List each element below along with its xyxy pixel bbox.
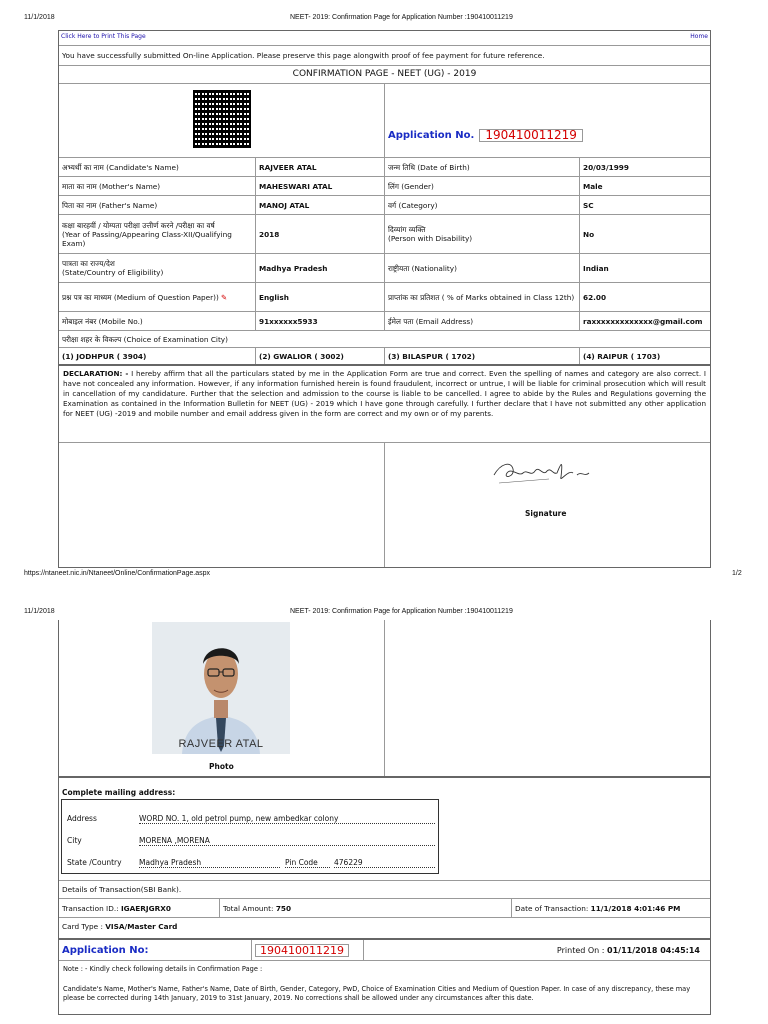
signature-label: Signature xyxy=(525,509,567,518)
medium-label xyxy=(59,283,255,311)
state-country-label: State /Country xyxy=(67,858,122,867)
medium-label-text: प्रश्न पत्र का माध्यम (Medium of Question Paper)) xyxy=(62,292,219,302)
transaction-date-label: Date of Transaction: xyxy=(515,903,589,913)
row-year xyxy=(59,214,710,253)
dob: 20/03/1999 xyxy=(579,158,710,176)
pin-code-label: Pin Code xyxy=(285,858,330,868)
candidate-photo xyxy=(152,622,290,754)
row-state xyxy=(59,253,710,282)
notice-row xyxy=(59,45,710,65)
title-row xyxy=(59,65,710,83)
page-title: CONFIRMATION PAGE - NEET (UG) - 2019 xyxy=(292,69,477,79)
footer-application-number-cell xyxy=(251,940,363,960)
mailing-heading: Complete mailing address: xyxy=(62,788,176,797)
application-number: 190410011219 xyxy=(479,129,583,142)
row-cities xyxy=(59,347,710,364)
printed-on-label: Printed On : xyxy=(556,945,605,955)
state-country: Madhya Pradesh xyxy=(139,858,280,868)
father-label: पिता का नाम (Father's Name) xyxy=(62,200,158,210)
gender: Male xyxy=(579,177,710,195)
candidate-name: RAJVEER ATAL xyxy=(255,158,384,176)
total-amount-label: Total Amount: xyxy=(223,903,274,913)
footer-application-label: Application No: xyxy=(62,944,149,956)
home-link[interactable]: Home xyxy=(690,33,708,40)
pwd-label xyxy=(384,215,579,253)
state-label-hindi: पात्रता का राज्य/देश xyxy=(62,259,115,268)
year-label-hindi: कक्षा बारहवीं / योग्यता परीक्षा उत्तीर्ण करने /परीक्षा का वर्ष xyxy=(62,220,215,230)
row-father xyxy=(59,195,710,214)
photo-divider xyxy=(384,620,385,776)
photo-caption-name: RAJVEER ATAL xyxy=(178,738,264,750)
city-choice-label: परीक्षा शहर के विकल्प (Choice of Examination City) xyxy=(62,334,228,344)
printed-on-cell xyxy=(363,940,710,960)
confirmation-page-1 xyxy=(58,30,711,568)
row-medium xyxy=(59,282,710,311)
row-name xyxy=(59,157,710,176)
city-choice-2: (2) GWALIOR ( 3002) xyxy=(255,348,384,364)
mailing-section xyxy=(59,776,710,876)
transaction-date-cell xyxy=(511,899,710,917)
card-row xyxy=(59,917,710,934)
card-type: VISA/Master Card xyxy=(105,921,178,931)
print-title-2: NEET- 2019: Confirmation Page for Application Number :190410011219 xyxy=(290,608,513,615)
declaration-row xyxy=(59,364,710,442)
marks: 62.00 xyxy=(579,283,710,311)
transaction-date: 11/1/2018 4:01:46 PM xyxy=(590,903,681,913)
year-label-english: (Year of Passing/Appearing Class-XII/Qualifying Exam) xyxy=(62,229,232,248)
city-label: City xyxy=(67,836,82,845)
pwd-label-hindi: दिव्यांग व्यक्ति xyxy=(388,225,426,234)
father-name: MANOJ ATAL xyxy=(255,196,384,214)
pwd-label-english: (Person with Disability) xyxy=(388,234,473,243)
signature-image xyxy=(489,455,609,489)
transaction-id-label: Transaction ID.: xyxy=(62,903,119,913)
print-date-2: 11/1/2018 xyxy=(24,608,55,615)
confirmation-page-2 xyxy=(58,620,711,1015)
category-label: वर्ग (Category) xyxy=(384,196,579,214)
print-date: 11/1/2018 xyxy=(24,14,55,21)
declaration xyxy=(63,369,706,419)
nationality: Indian xyxy=(579,254,710,282)
nationality-label: राष्ट्रीयता (Nationality) xyxy=(384,254,579,282)
declaration-heading: DECLARATION: - xyxy=(63,369,129,378)
mailing-box xyxy=(61,799,439,874)
city-choice-1: (1) JODHPUR ( 3904) xyxy=(62,351,147,361)
note-row xyxy=(59,960,710,1014)
medium: English xyxy=(255,283,384,311)
city-choice-4: (4) RAIPUR ( 1703) xyxy=(579,348,710,364)
state-label xyxy=(59,254,255,282)
email-label: ईमेल पता (Email Address) xyxy=(384,312,579,330)
edit-pencil-icon: ✎ xyxy=(220,292,227,302)
city-choice-3: (3) BILASPUR ( 1702) xyxy=(384,348,579,364)
card-type-label: Card Type : xyxy=(62,921,103,931)
print-link[interactable]: Click Here to Print This Page xyxy=(61,33,146,40)
transaction-heading: Details of Transaction(SBI Bank). xyxy=(62,885,182,894)
total-amount: 750 xyxy=(275,903,292,913)
transaction-id-cell xyxy=(59,899,219,917)
transaction-row xyxy=(59,898,710,917)
pin-code: 476229 xyxy=(334,858,435,868)
photo-label: Photo xyxy=(209,762,234,771)
person-photo-icon xyxy=(152,622,290,754)
gender-label: लिंग (Gender) xyxy=(384,177,579,195)
city: MORENA ,MORENA xyxy=(139,836,435,846)
dob-label: जन्म तिथि (Date of Birth) xyxy=(384,158,579,176)
row-mobile xyxy=(59,311,710,330)
pwd: No xyxy=(579,215,710,253)
footer-application-number: 190410011219 xyxy=(255,944,349,957)
candidate-name-label: अभ्यर्थी का नाम (Candidate's Name) xyxy=(62,162,179,172)
application-number-label: Application No. xyxy=(388,130,475,141)
page-number: 1/2 xyxy=(732,570,742,577)
row-mother xyxy=(59,176,710,195)
eligibility-state: Madhya Pradesh xyxy=(255,254,384,282)
row-city-choice xyxy=(59,330,710,347)
card-type-cell xyxy=(59,918,710,934)
note-line-1: Note : - Kindly check following details in Confirmation Page : xyxy=(63,965,263,973)
mother-name: MAHESWARI ATAL xyxy=(255,177,384,195)
passing-year: 2018 xyxy=(255,215,384,253)
category: SC xyxy=(579,196,710,214)
qr-code xyxy=(193,90,251,148)
marks-label: प्राप्तांक का प्रतिशत ( % of Marks obtained in Class 12th) xyxy=(384,283,579,311)
state-label-english: (State/Country of Eligibility) xyxy=(62,268,164,277)
photo-signature-row xyxy=(59,442,710,567)
transaction-id: IGAERJGRX0 xyxy=(120,903,171,913)
print-title: NEET- 2019: Confirmation Page for Application Number :190410011219 xyxy=(290,14,513,21)
printed-on: 01/11/2018 04:45:14 xyxy=(607,945,700,955)
footer-url: https://ntaneet.nic.in/Ntaneet/Online/ConfirmationPage.aspx xyxy=(24,570,210,577)
address: WORD NO. 1, old petrol pump, new ambedkar colony xyxy=(139,814,435,824)
note-line-2: Candidate's Name, Mother's Name, Father's Name, Date of Birth, Gender, Category, PwD, Choice of Examination Cities and Medium of Question Paper. In case of any discrepancy, these may please be corrected during 14th January, 2019 to 31st January, 2019. No corrections shall be allowed under any circumstances after this date. xyxy=(63,985,691,1002)
declaration-text: I hereby affirm that all the particulars stated by me in the Application Form are true and correct. Even the spelling of names and category are also correct. I have not concealed any information. However, if any information furnished herein is found fraudulent, incorrect or untrue, I will be liable for criminal prosecution which will result in cancellation of my candidature. Further that the selection and admission to the course is liable to be cancelled. I agree to abide by the Rules and Regulations governing the Examination as contained in the Information Bulletin for NEET (UG) - 2019 which I have gone through carefully. I further declare that I have not submitted any other application for NEET (UG) -2019 and mobile number and email address given in the form are correct and my own or of my parents. xyxy=(63,369,706,418)
mother-label: माता का नाम (Mother's Name) xyxy=(62,181,161,191)
notice-text: You have successfully submitted On-line Application. Please preserve this page alongwith proof of fee payment for future reference. xyxy=(62,51,545,60)
year-label xyxy=(59,215,255,253)
address-label: Address xyxy=(67,814,97,823)
divider xyxy=(384,443,385,567)
mobile-label: मोबाइल नंबर (Mobile No.) xyxy=(62,316,143,326)
transaction-heading-row xyxy=(59,880,710,898)
mobile: 91xxxxxx5933 xyxy=(255,312,384,330)
email: raxxxxxxxxxxxxx@gmail.com xyxy=(579,312,710,330)
footer-application-row xyxy=(59,938,710,960)
total-amount-cell xyxy=(219,899,511,917)
